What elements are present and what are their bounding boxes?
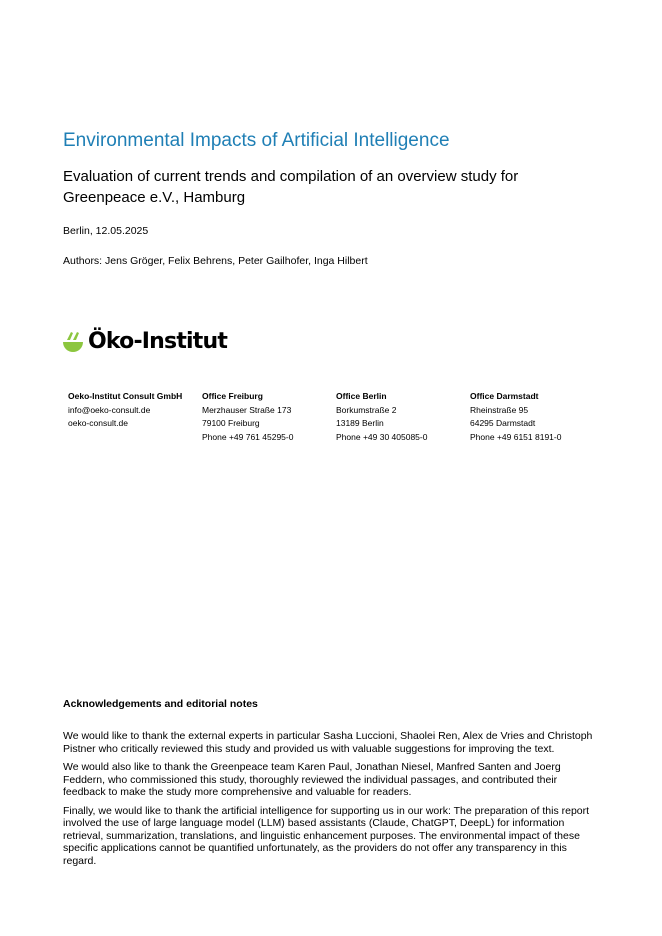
- contact-line: 64295 Darmstadt: [470, 418, 536, 428]
- contact-line: Borkumstraße 2: [336, 404, 397, 415]
- contact-columns: [68, 390, 604, 444]
- contact-line: 79100 Freiburg: [202, 418, 260, 428]
- leaf-logo-icon: [62, 329, 84, 355]
- acknowledgements-paragraph: We would also like to thank the Greenpeace team Karen Paul, Jonathan Niesel, Manfred Santen and Joerg Feddern, who commissioned this study, thoroughly reviewed the individual passages, and contributed their feedback to make the study more comprehensive and valuable for readers.: [63, 761, 561, 798]
- acknowledgements-body: [63, 730, 595, 873]
- contact-heading: Oeko-Institut Consult GmbH: [68, 391, 183, 401]
- acknowledgements-paragraph: Finally, we would like to thank the artificial intelligence for supporting us in our work: The preparation of this report involved the use of large language model (LLM) based assistants (Claude, ChatGPT, DeepL) for information retrieval, summarization, translations, and linguistic enhancement purposes. The environmental impact of these specific applications cannot be quantified unfortunately, as the providers do not offer any transparency in this regard.: [63, 804, 590, 867]
- contact-line: 13189 Berlin: [336, 418, 384, 428]
- contact-heading: Office Freiburg: [202, 391, 263, 401]
- document-authors: Authors: Jens Gröger, Felix Behrens, Peter Gailhofer, Inga Hilbert: [63, 255, 368, 267]
- document-title: Environmental Impacts of Artificial Intelligence: [63, 130, 450, 151]
- document-date: Berlin, 12.05.2025: [63, 225, 149, 237]
- contact-line: Phone +49 30 405085-0: [336, 431, 428, 442]
- contact-line: Phone +49 761 45295-0: [202, 431, 294, 442]
- contact-line: Phone +49 6151 8191-0: [470, 431, 562, 442]
- logo-text: Öko-Institut: [88, 329, 228, 354]
- acknowledgements-heading: Acknowledgements and editorial notes: [63, 698, 258, 710]
- contact-column-berlin: [336, 390, 470, 444]
- contact-column-freiburg: [202, 390, 336, 444]
- contact-website[interactable]: oeko-consult.de: [68, 418, 129, 428]
- contact-line: Rheinstraße 95: [470, 404, 529, 415]
- contact-heading: Office Darmstadt: [470, 391, 539, 401]
- contact-email[interactable]: info@oeko-consult.de: [68, 404, 151, 415]
- contact-heading: Office Berlin: [336, 391, 387, 401]
- contact-line: Merzhauser Straße 173: [202, 404, 292, 415]
- oeko-institut-logo: [62, 329, 227, 355]
- contact-column-darmstadt: [470, 390, 604, 444]
- document-subtitle: Evaluation of current trends and compilation of an overview study for Greenpeace e.V., Hamburg: [63, 168, 519, 206]
- acknowledgements-paragraph: We would like to thank the external experts in particular Sasha Luccioni, Shaolei Ren, Alex de Vries and Christoph Pistner who critically reviewed this study and provided us with valuable suggestions for improving the text.: [63, 730, 593, 755]
- contact-column-consult: [68, 390, 202, 444]
